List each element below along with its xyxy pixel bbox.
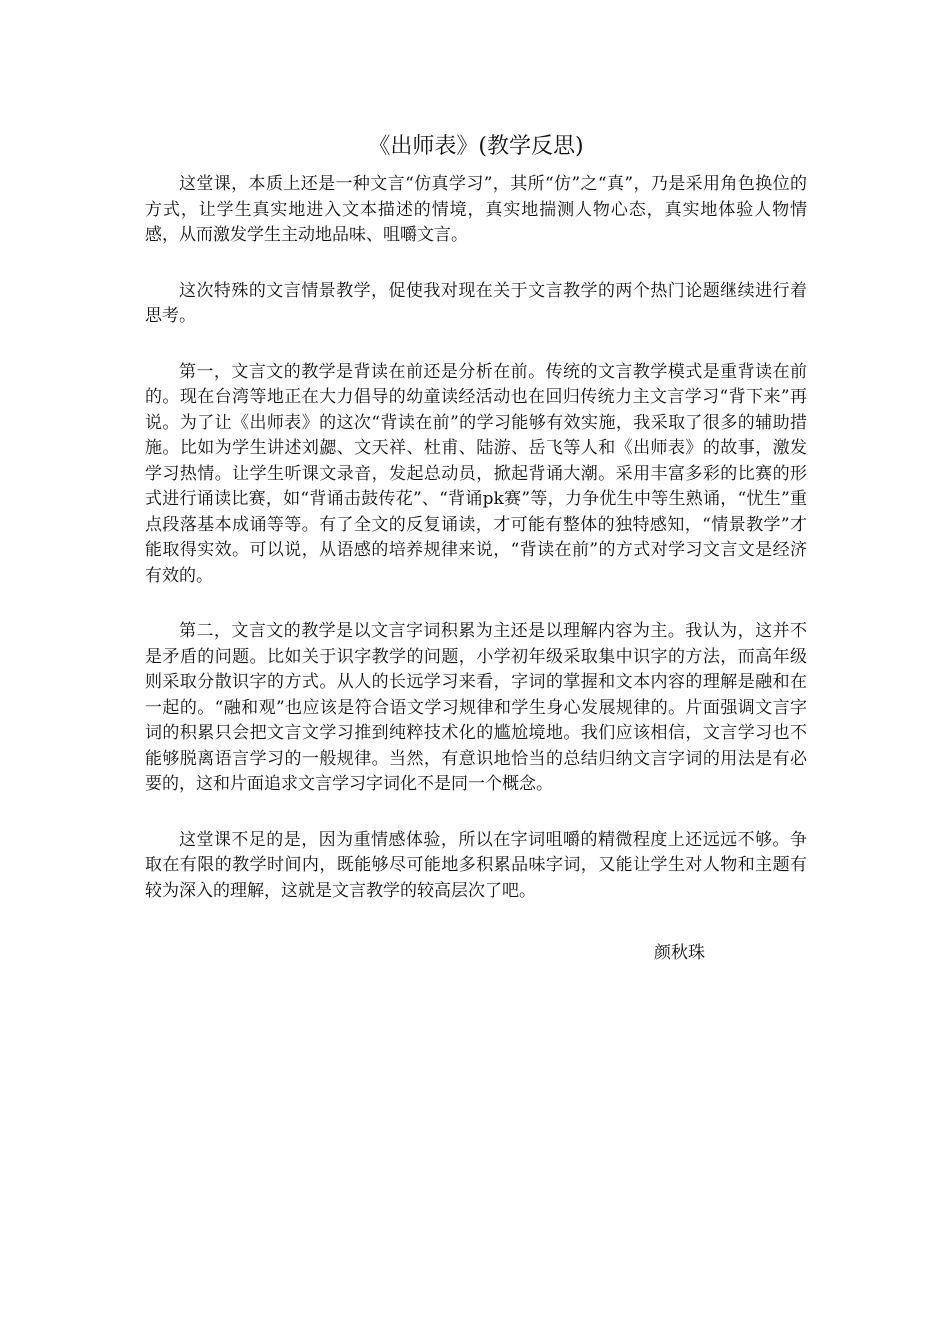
paragraph-shortcomings: 这堂课不足的是，因为重情感体验，所以在字词咀嚼的精微程度上还远远不够。争取在有限的教学时间内，既能够尽可能地多积累品味字词，又能让学生对人物和主题有较为深入的理解，这就是文言教学的较高层次了吧。: [145, 829, 807, 901]
paragraph-point-one: 第一，文言文的教学是背读在前还是分析在前。传统的文言教学模式是重背读在前的。现在台湾等地正在大力倡导的幼童读经活动也在回归传统力主文言学习“背下来”再说。为了让《出师表》的这次“背读在前”的学习能够有效实施，我采取了很多的辅助措施。比如为学生讲述刘勰、文天祥、杜甫、陆游、岳飞等人和《出师表》的故事，激发学习热情。让学生听课文录音，发起总动员，掀起背诵大潮。采用丰富多彩的比赛的形式进行诵读比赛，如“背诵击鼓传花”、“背诵pk赛”等，力争优生中等生熟诵，“忧生”重点段落基本成诵等等。有了全文的反复诵读，才可能有整体的独特感知，“情景教学”才能取得实效。可以说，从语感的培养规律来说，“背读在前”的方式对学习文言文是经济有效的。: [145, 361, 807, 586]
document-page: [145, 130, 807, 966]
paragraph-point-two: 第二，文言文的教学是以文言字词积累为主还是以理解内容为主。我认为，这并不是矛盾的问题。比如关于识字教学的问题，小学初年级采取集中识字的方法，而高年级则采取分散识字的方式。从人的长远学习来看，字词的掌握和文本内容的理解是融和在一起的。“融和观”也应该是符合语文学习规律和学生身心发展规律的。片面强调文言字词的积累只会把文言文学习推到纯粹技术化的尴尬境地。我们应该相信，文言学习也不能够脱离语言学习的一般规律。当然，有意识地恰当的总结归纳文言字词的用法是有必要的，这和片面追求文言学习字词化不是同一个概念。: [145, 621, 807, 794]
paragraph-reflection: 这次特殊的文言情景教学，促使我对现在关于文言教学的两个热门论题继续进行着思考。: [145, 280, 807, 326]
author-signature: 颜秋珠: [654, 943, 705, 963]
document-title: 《出师表》(教学反思): [368, 134, 584, 159]
paragraph-intro: 这堂课，本质上还是一种文言“仿真学习”，其所“仿”之“真”，乃是采用角色换位的方式，让学生真实地进入文本描述的情境，真实地揣测人物心态，真实地体验人物情感，从而激发学生主动地品味、咀嚼文言。: [145, 174, 807, 245]
